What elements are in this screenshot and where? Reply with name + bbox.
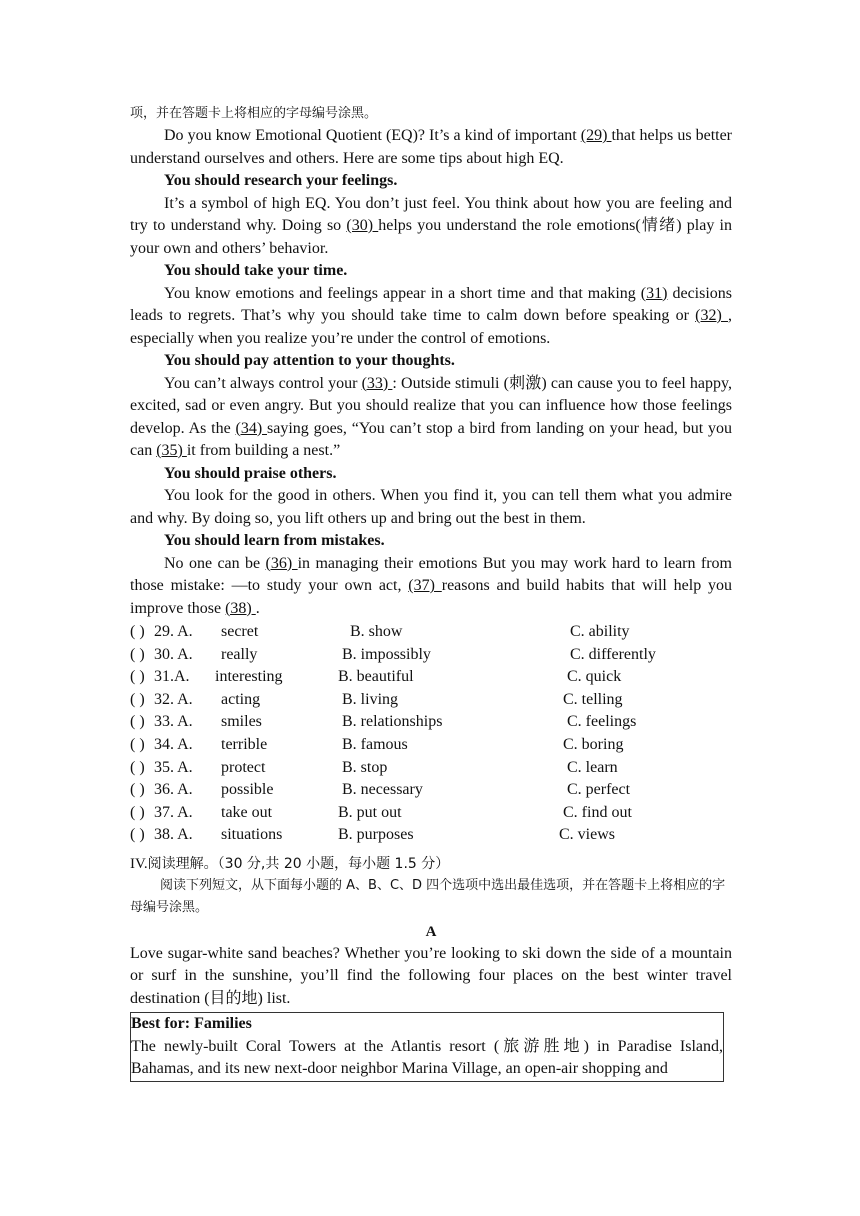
option-b: B. put out: [338, 803, 402, 821]
text: in managing their emotions But you may work hard to learn from those mistake: —to study your own act,: [130, 554, 732, 594]
option-b: B. beautiful: [338, 668, 414, 686]
section-instruction: 阅读下列短文，从下面每小题的 A、B、C、D 四个选项中选出最佳选项，并在答题卡上将相应的字母编号涂黑。: [130, 877, 726, 915]
option-a: secret: [221, 623, 259, 640]
question-row: [130, 757, 732, 780]
tip-heading-5: You should learn from mistakes.: [164, 532, 385, 549]
passage-label: A: [425, 923, 437, 940]
option-a: situations: [221, 826, 283, 844]
question-row: [130, 644, 732, 667]
passage-paragraph-6: [130, 553, 732, 621]
question-number: 34. A.: [154, 735, 193, 753]
question-options: [130, 621, 732, 847]
text: , especially when you realize you’re under the control of emotions.: [130, 307, 733, 347]
intro-line: 项，并在答题卡上将相应的字母编号涂黑。: [130, 106, 378, 121]
passage-intro: Love sugar-white sand beaches? Whether you’re looking to ski down the side of a mountain or surf in the sunshine, you’ll find the following four places on the best winter travel destination (目的地) list.: [130, 944, 732, 1007]
tip-heading-4: You should praise others.: [164, 464, 337, 482]
option-c: C. feelings: [567, 713, 637, 731]
option-a: terrible: [221, 735, 268, 753]
blank-38: (38): [225, 599, 256, 617]
passage-paragraph-1: [130, 125, 732, 170]
tip-heading-1: You should research your feelings.: [164, 172, 398, 189]
option-c: C. find out: [563, 803, 632, 821]
question-row: [130, 734, 732, 757]
option-b: B. purposes: [338, 826, 414, 844]
blank-29: (29): [580, 127, 612, 144]
option-c: C. differently: [570, 645, 656, 663]
text: that helps us better understand ourselves and others. Here are some tips about high EQ.: [130, 127, 733, 167]
option-a: really: [221, 645, 258, 663]
answer-blank[interactable]: ( ): [130, 690, 145, 708]
option-c: C. ability: [570, 623, 630, 640]
blank-32: (32): [695, 307, 729, 324]
question-number: 31.A.: [154, 668, 190, 686]
question-number: 38. A.: [154, 826, 193, 844]
option-b: B. famous: [342, 735, 408, 753]
question-row: [130, 802, 732, 825]
passage-paragraph-4: [130, 373, 732, 463]
option-b: B. necessary: [342, 781, 423, 799]
question-row: [130, 689, 732, 712]
blank-36: (36): [265, 554, 298, 572]
text: No one can be: [164, 554, 266, 572]
blank-37: (37): [408, 577, 442, 594]
option-c: C. perfect: [567, 781, 631, 799]
question-row: [130, 711, 732, 734]
question-number: 35. A.: [154, 758, 193, 776]
option-c: C. views: [559, 826, 615, 844]
option-b: B. impossibly: [342, 645, 431, 663]
question-number: 37. A.: [154, 803, 193, 821]
text: Do you know Emotional Quotient (EQ)? It’s a kind of important: [164, 127, 581, 144]
question-number: 36. A.: [154, 781, 193, 799]
option-c: C. learn: [567, 758, 618, 776]
option-b: B. relationships: [342, 713, 443, 731]
answer-blank[interactable]: ( ): [130, 803, 145, 821]
option-c: C. boring: [563, 735, 624, 753]
text: decisions leads to regrets. That’s why you should take time to calm down before speaking or: [130, 284, 733, 324]
question-number: 32. A.: [154, 690, 193, 708]
answer-blank[interactable]: ( ): [130, 758, 145, 776]
passage-paragraph-5: You look for the good in others. When you find it, you can tell them what you admire and why. By doing so, you lift others up and bring out the best in them.: [130, 487, 732, 527]
tip-heading-2: You should take your time.: [164, 262, 348, 279]
answer-blank[interactable]: ( ): [130, 668, 145, 686]
passage-paragraph-3: [130, 283, 732, 351]
passage-paragraph-2: [130, 193, 732, 261]
answer-blank[interactable]: ( ): [130, 826, 145, 844]
option-b: B. living: [342, 690, 399, 708]
option-a: acting: [221, 690, 261, 708]
answer-blank[interactable]: ( ): [130, 735, 145, 753]
text: reasons and build habits that will help you improve those: [130, 577, 733, 617]
text: it from building a nest.”: [186, 442, 341, 459]
text: You know emotions and feelings appear in a short time and that making: [164, 284, 641, 302]
blank-30: (30): [346, 217, 379, 234]
text: saying goes, “You can’t stop a bird from landing on your head, but you can: [130, 419, 732, 459]
box-text: The newly-built Coral Towers at the Atlantis resort (旅游胜地) in Paradise Island, Bahamas, and its new next-door neighbor Marina Village, an open-air shopping and: [131, 1037, 723, 1078]
question-row: [130, 824, 732, 847]
text: You can’t always control your: [164, 374, 362, 392]
destination-box: [130, 1012, 724, 1082]
option-a: possible: [221, 781, 274, 799]
answer-blank[interactable]: ( ): [130, 645, 145, 663]
option-b: B. stop: [342, 758, 388, 776]
box-title: Best for: Families: [131, 1015, 252, 1033]
question-row: [130, 666, 732, 689]
question-number: 33. A.: [154, 713, 193, 731]
section-heading: [130, 853, 732, 875]
section-number: IV.: [130, 855, 148, 872]
question-number: 30. A.: [154, 645, 193, 663]
answer-blank[interactable]: ( ): [130, 623, 145, 640]
option-a: take out: [221, 803, 273, 821]
answer-blank[interactable]: ( ): [130, 713, 145, 731]
question-row: [130, 621, 732, 644]
option-c: C. quick: [567, 668, 622, 686]
blank-33: (33): [361, 374, 393, 392]
page-content: [130, 103, 732, 1082]
option-a: protect: [221, 758, 266, 776]
section-title: 阅读理解。（30 分,共 20 小题，每小题 1.5 分）: [147, 855, 450, 872]
option-a: smiles: [221, 713, 262, 731]
text: It’s a symbol of high EQ. You don’t just feel. You think about how you are feeling and try to understand why. Doing so: [130, 194, 732, 234]
answer-blank[interactable]: ( ): [130, 781, 145, 799]
text: : Outside stimuli (刺激) can cause you to feel happy, excited, sad or even angry. But you should realize that you can influence how those feelings develop. As the: [130, 374, 732, 437]
blank-35: (35): [156, 442, 187, 459]
option-a: interesting: [215, 668, 283, 686]
option-b: B. show: [350, 623, 403, 640]
question-number: 29. A.: [154, 623, 193, 640]
option-c: C. telling: [563, 690, 623, 708]
tip-heading-3: You should pay attention to your thoughts.: [164, 352, 455, 369]
text: helps you understand the role emotions(情绪) play in your own and others’ behavior.: [130, 217, 732, 257]
question-row: [130, 779, 732, 802]
blank-34: (34): [235, 419, 267, 437]
text: .: [255, 599, 260, 617]
blank-31: (31): [640, 284, 668, 302]
